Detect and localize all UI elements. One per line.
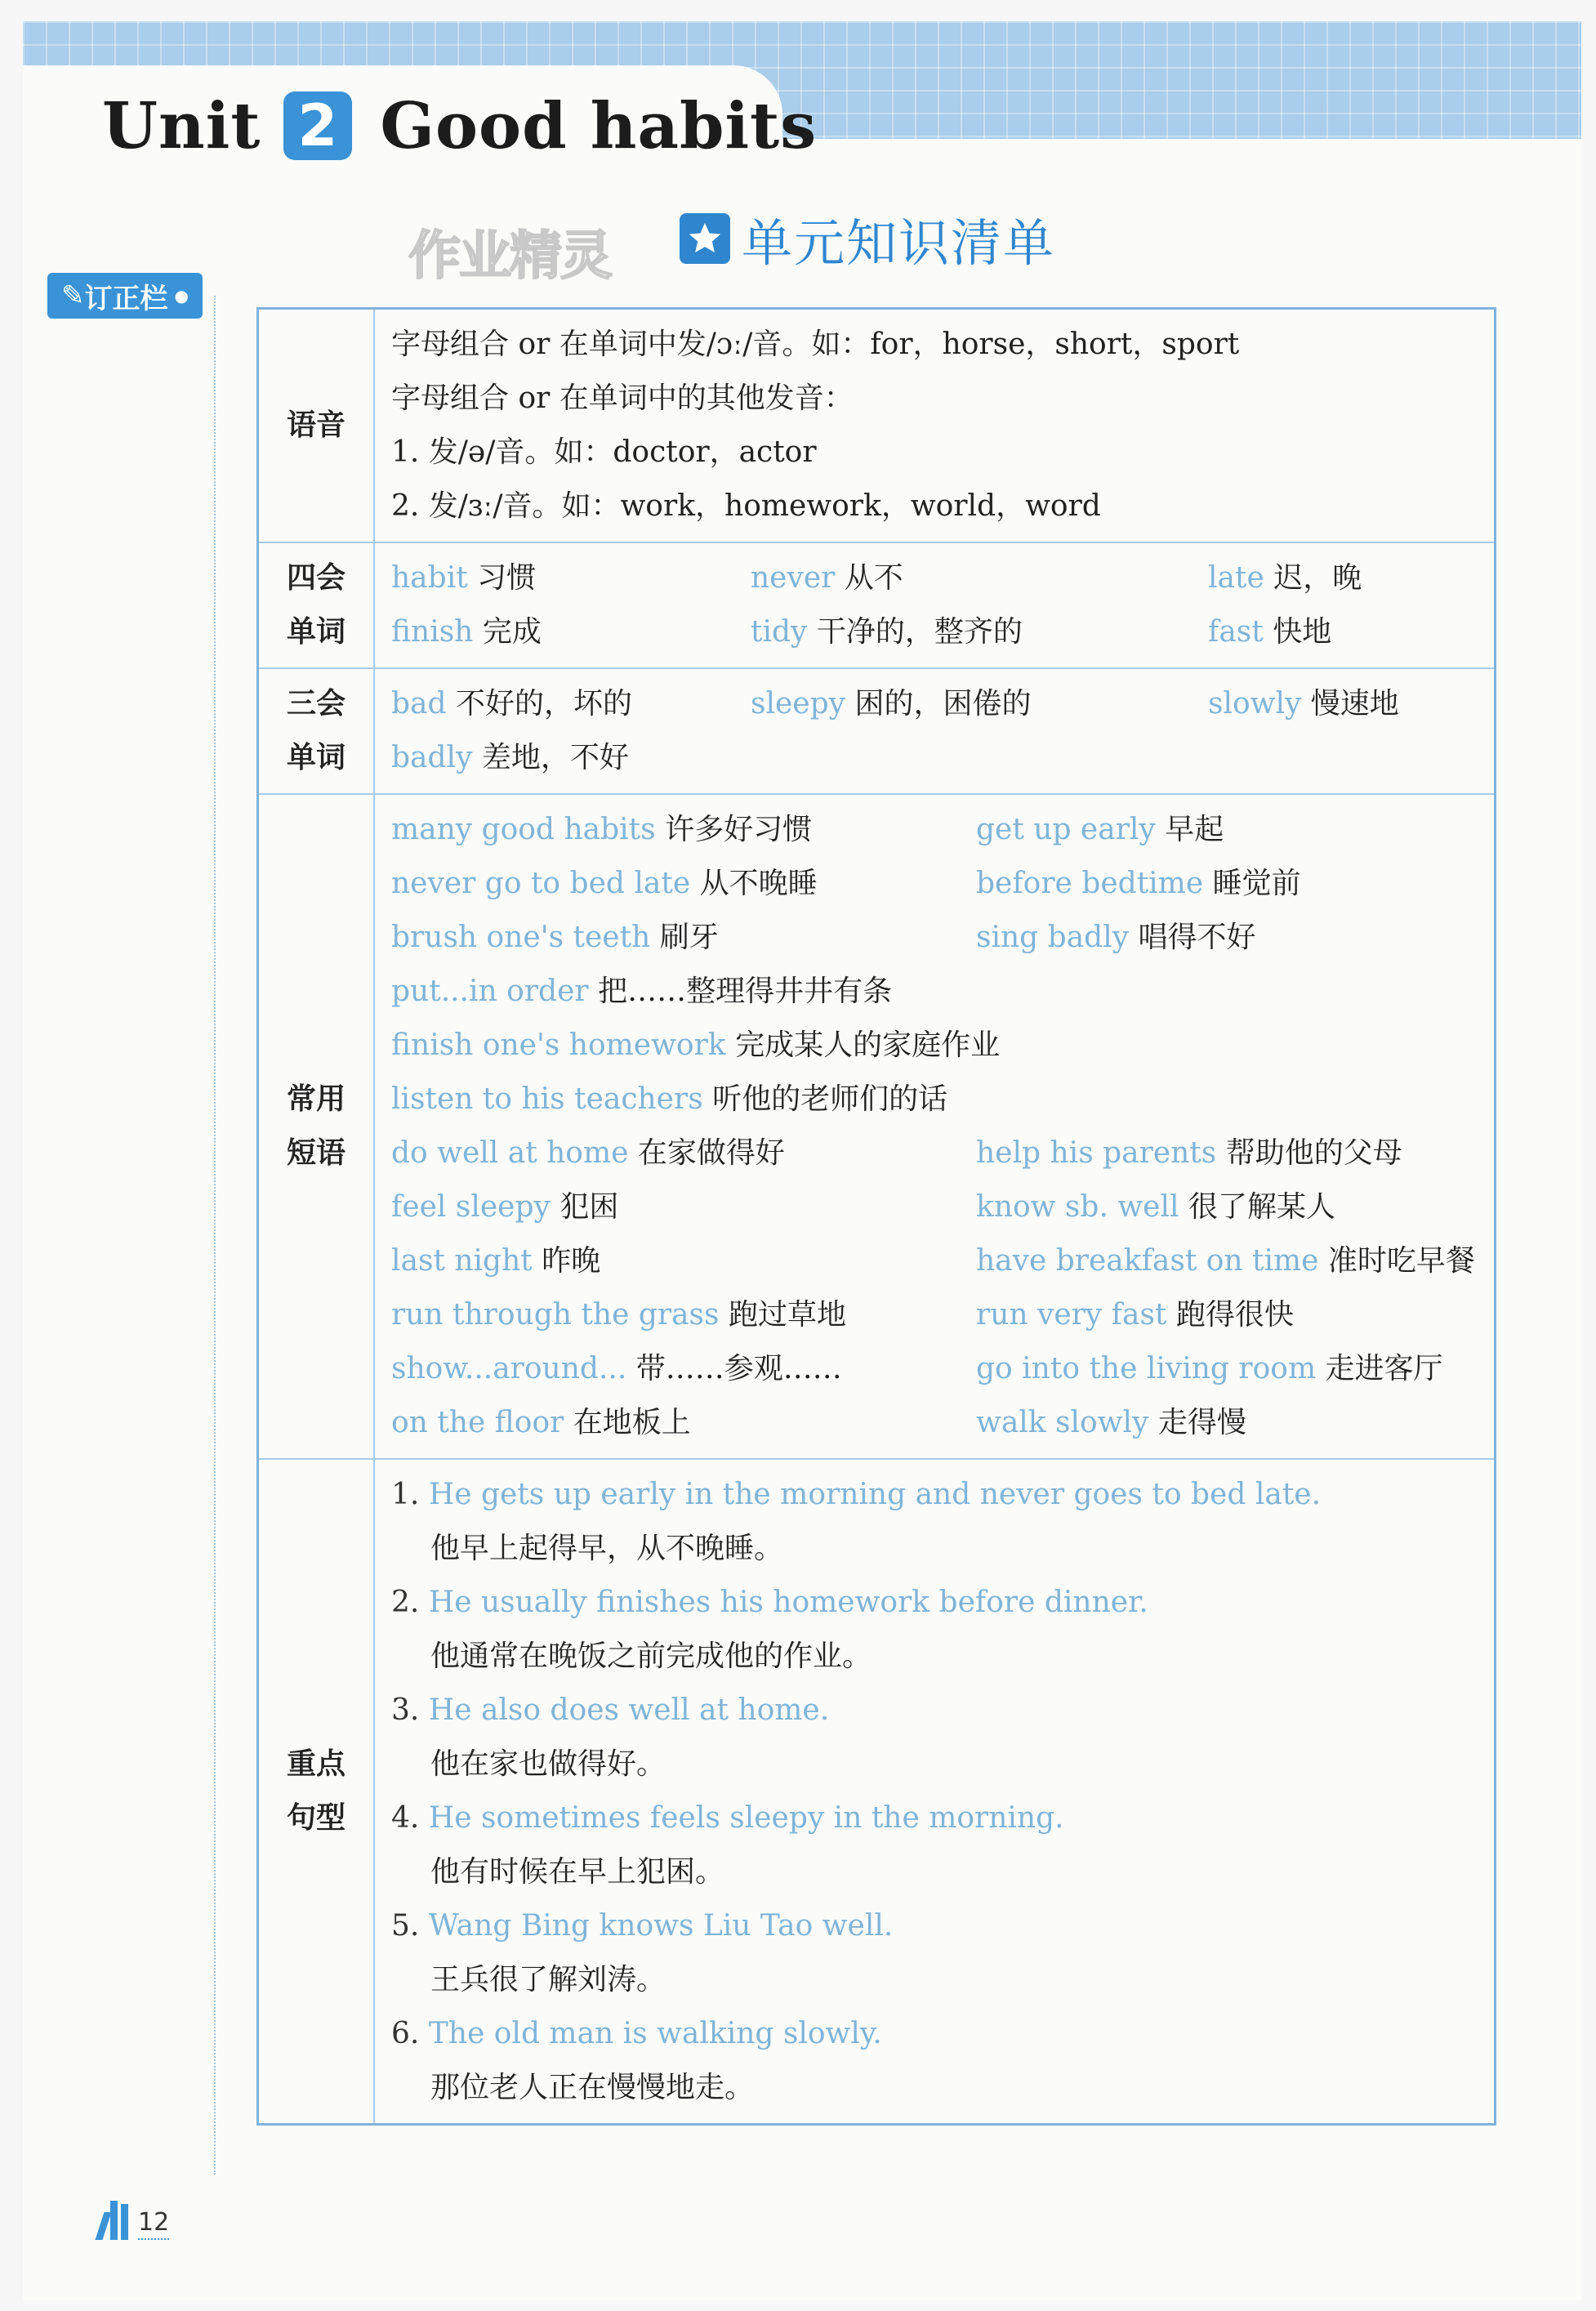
word-en: habit [391, 561, 468, 595]
category-line: 重点 [286, 1747, 346, 1781]
phrase-item [976, 1342, 1443, 1396]
word-row [391, 551, 1478, 605]
phrase-item [391, 1288, 976, 1342]
sentence-en-line [391, 1468, 1478, 1522]
word-item [1208, 677, 1399, 731]
sentence-en: The old man is walking slowly. [428, 2017, 882, 2050]
phrase-item [391, 1396, 976, 1450]
phrase-item [391, 1234, 976, 1288]
sentence-cn: 王兵很了解刘涛。 [430, 1963, 666, 1996]
correction-margin-line [214, 296, 216, 2175]
sentence-en-line [391, 1899, 1478, 1953]
sentence-en-line [391, 2007, 1478, 2061]
page-number: 12 [138, 2208, 169, 2240]
star-icon [680, 213, 730, 264]
phrase-cn: 走得慢 [1157, 1406, 1246, 1439]
phrase-en: brush one's teeth [391, 921, 651, 954]
phrase-item [976, 1234, 1475, 1288]
phrase-en: help his parents [976, 1136, 1217, 1170]
phrase-item [976, 803, 1224, 857]
sentence-en: He sometimes feels sleepy in the morning. [428, 1801, 1064, 1835]
category-four-skill-words [258, 542, 375, 668]
section-title [680, 206, 1055, 271]
phrase-item [976, 1288, 1294, 1342]
unit-title [102, 88, 817, 163]
sentence-en-line [391, 1684, 1478, 1738]
category-sentences [258, 1459, 375, 2125]
sentence-number: 5. [391, 1909, 420, 1943]
category-pronunciation: 语音 [258, 309, 375, 543]
sentence-cn: 那位老人正在慢慢地走。 [430, 2071, 755, 2104]
phrase-cn: 从不晚睡 [699, 867, 818, 900]
sentence-en: He usually finishes his homework before dinner. [428, 1586, 1148, 1619]
category-phrases [258, 794, 375, 1459]
phrase-en: before bedtime [976, 867, 1204, 900]
sentence-cn: 他早上起得早，从不晚睡。 [430, 1532, 784, 1565]
phrase-row [391, 1180, 1478, 1234]
phrase-cn: 犯困 [559, 1190, 619, 1224]
phrase-en: many good habits [391, 813, 656, 846]
word-cn: 困的，困倦的 [854, 687, 1032, 721]
phrase-item [391, 965, 1478, 1019]
word-cn: 快地 [1273, 615, 1332, 649]
category-line: 单词 [286, 615, 346, 649]
phrase-cn: 刷牙 [659, 921, 719, 954]
phrase-row [391, 857, 1478, 911]
phrase-item [391, 1342, 976, 1396]
pronunciation-content [374, 309, 1496, 543]
knowledge-table [256, 307, 1496, 2126]
word-item [751, 677, 1208, 731]
category-three-skill-words [258, 668, 375, 794]
phrase-cn: 把……整理得井井有条 [598, 975, 893, 1008]
sentence-number: 3. [391, 1693, 420, 1727]
phrase-cn: 在家做得好 [637, 1136, 785, 1170]
phrase-item [976, 857, 1301, 911]
phrase-en: put...in order [391, 975, 589, 1008]
phrase-cn: 带……参观…… [635, 1352, 842, 1385]
phrase-item [976, 1180, 1335, 1234]
sentence-number: 6. [391, 2017, 420, 2050]
category-line: 句型 [286, 1801, 346, 1835]
phrase-item [391, 911, 976, 965]
row-four-skill-words [258, 542, 1496, 668]
phrase-en: do well at home [391, 1136, 629, 1170]
phrase-item [976, 1396, 1246, 1450]
sentence-cn: 他通常在晚饭之前完成他的作业。 [430, 1640, 872, 1673]
phrase-cn: 走进客厅 [1325, 1352, 1443, 1385]
phrase-item [391, 1073, 1478, 1127]
phrase-row [391, 1396, 1478, 1450]
sentence-en-line [391, 1791, 1478, 1845]
phrase-cn: 跑过草地 [728, 1298, 846, 1332]
phrase-row [391, 803, 1478, 857]
word-en: badly [391, 741, 473, 774]
phrase-item [391, 1019, 1478, 1073]
word-cn: 迟，晚 [1273, 561, 1362, 595]
page-footer [100, 2201, 169, 2240]
phrase-en: walk slowly [976, 1406, 1149, 1439]
sentence-number: 1. [391, 1478, 420, 1511]
four-skill-words-content [374, 542, 1496, 668]
word-cn: 慢速地 [1310, 687, 1399, 721]
phrase-row [391, 1127, 1478, 1180]
category-line: 短语 [286, 1136, 346, 1170]
phrase-cn: 很了解某人 [1188, 1190, 1335, 1224]
phrase-row [391, 1342, 1478, 1396]
phrase-row [391, 911, 1478, 965]
phrase-item [391, 1127, 976, 1180]
sentence-en: Wang Bing knows Liu Tao well. [428, 1909, 894, 1943]
word-item [1208, 551, 1362, 605]
word-cn: 从不 [844, 561, 903, 595]
phrase-en: go into the living room [976, 1352, 1317, 1385]
correction-tab [47, 273, 203, 319]
sentences-content [374, 1459, 1496, 2125]
word-row [391, 677, 1478, 731]
books-icon [100, 2201, 128, 2240]
word-item [391, 677, 751, 731]
word-row [391, 731, 1478, 785]
sentence-cn: 他有时候在早上犯困。 [430, 1855, 725, 1889]
sentence-en: He also does well at home. [428, 1693, 830, 1727]
unit-number-badge: 2 [283, 91, 352, 160]
phrase-cn: 在地板上 [573, 1406, 691, 1439]
word-item [751, 551, 1208, 605]
word-en: never [751, 561, 836, 595]
correction-tab-label: 订正栏 [84, 282, 168, 315]
unit-title-text: Good habits [380, 88, 818, 163]
phrase-en: show...around... [391, 1352, 627, 1385]
phrase-en: sing badly [976, 921, 1130, 954]
section-title-text: 单元知识清单 [742, 212, 1056, 273]
word-en: fast [1208, 615, 1264, 649]
word-row [391, 605, 1478, 659]
phrase-en: on the floor [391, 1406, 564, 1439]
phrase-en: listen to his teachers [391, 1082, 703, 1116]
phrase-cn: 跑得很快 [1175, 1298, 1294, 1332]
pronunciation-line: 1. 发/ə/音。如：doctor，actor [391, 435, 817, 469]
three-skill-words-content [374, 668, 1496, 794]
row-phrases [258, 794, 1496, 1459]
sentence-en: He gets up early in the morning and never goes to bed late. [428, 1478, 1322, 1511]
phrase-cn: 睡觉前 [1212, 867, 1301, 900]
phrase-item [391, 857, 976, 911]
word-en: finish [391, 615, 474, 649]
word-item [751, 605, 1208, 659]
category-line: 三会 [286, 687, 346, 721]
phrase-cn: 许多好习惯 [665, 813, 813, 846]
word-item [391, 551, 751, 605]
phrase-en: finish one's homework [391, 1028, 726, 1062]
header-base [782, 139, 1581, 152]
phrase-en: run very fast [976, 1298, 1167, 1332]
sentence-number: 4. [391, 1801, 420, 1835]
pronunciation-line: 2. 发/ɜː/音。如：work，homework，world，word [391, 489, 1101, 523]
word-cn: 完成 [482, 615, 542, 649]
word-en: tidy [751, 615, 808, 649]
sentence-cn: 他在家也做得好。 [430, 1747, 666, 1781]
phrase-item [391, 1180, 976, 1234]
category-line: 常用 [286, 1082, 346, 1116]
phrase-en: feel sleepy [391, 1190, 551, 1224]
phrase-cn: 帮助他的父母 [1225, 1136, 1402, 1170]
phrase-cn: 准时吃早餐 [1327, 1244, 1475, 1278]
pronunciation-line: 字母组合 or 在单词中发/ɔː/音。如：for，horse，short，sport [391, 328, 1240, 361]
word-item [391, 605, 751, 659]
sentence-number: 2. [391, 1586, 420, 1619]
phrase-en: get up early [976, 813, 1156, 846]
word-cn: 差地，不好 [481, 741, 629, 774]
phrase-item [391, 803, 976, 857]
phrase-cn: 昨晚 [542, 1244, 601, 1278]
pronunciation-line: 字母组合 or 在单词中的其他发音： [391, 381, 854, 415]
word-item [391, 731, 751, 785]
word-cn: 干净的，整齐的 [816, 615, 1023, 649]
word-en: slowly [1208, 687, 1302, 721]
row-pronunciation [258, 309, 1496, 543]
watermark: 作业精灵 [408, 226, 611, 287]
category-line: 四会 [286, 561, 346, 595]
phrase-item [976, 911, 1256, 965]
phrase-cn: 完成某人的家庭作业 [735, 1028, 1001, 1062]
row-sentences [258, 1459, 1496, 2125]
unit-label: Unit [102, 88, 261, 163]
pencil-icon: ✎ [61, 279, 85, 312]
phrase-row [391, 1234, 1478, 1288]
phrase-cn: 唱得不好 [1138, 921, 1256, 954]
phrase-row [391, 1288, 1478, 1342]
word-en: late [1208, 561, 1264, 595]
word-cn: 习惯 [477, 561, 537, 595]
phrase-en: run through the grass [391, 1298, 720, 1332]
word-en: bad [391, 687, 447, 721]
dot-icon: ● [174, 286, 189, 306]
word-item [1208, 605, 1331, 659]
category-line: 单词 [286, 741, 346, 774]
phrase-en: know sb. well [976, 1190, 1179, 1224]
word-en: sleepy [751, 687, 845, 721]
phrase-en: never go to bed late [391, 867, 691, 900]
sentence-en-line [391, 1576, 1478, 1630]
phrase-cn: 早起 [1165, 813, 1224, 846]
phrase-cn: 听他的老师们的话 [712, 1082, 948, 1116]
phrase-item [976, 1127, 1402, 1180]
phrase-en: last night [391, 1244, 533, 1278]
word-cn: 不好的，坏的 [456, 687, 633, 721]
row-three-skill-words [258, 668, 1496, 794]
phrases-content [374, 794, 1496, 1459]
phrase-en: have breakfast on time [976, 1244, 1319, 1278]
